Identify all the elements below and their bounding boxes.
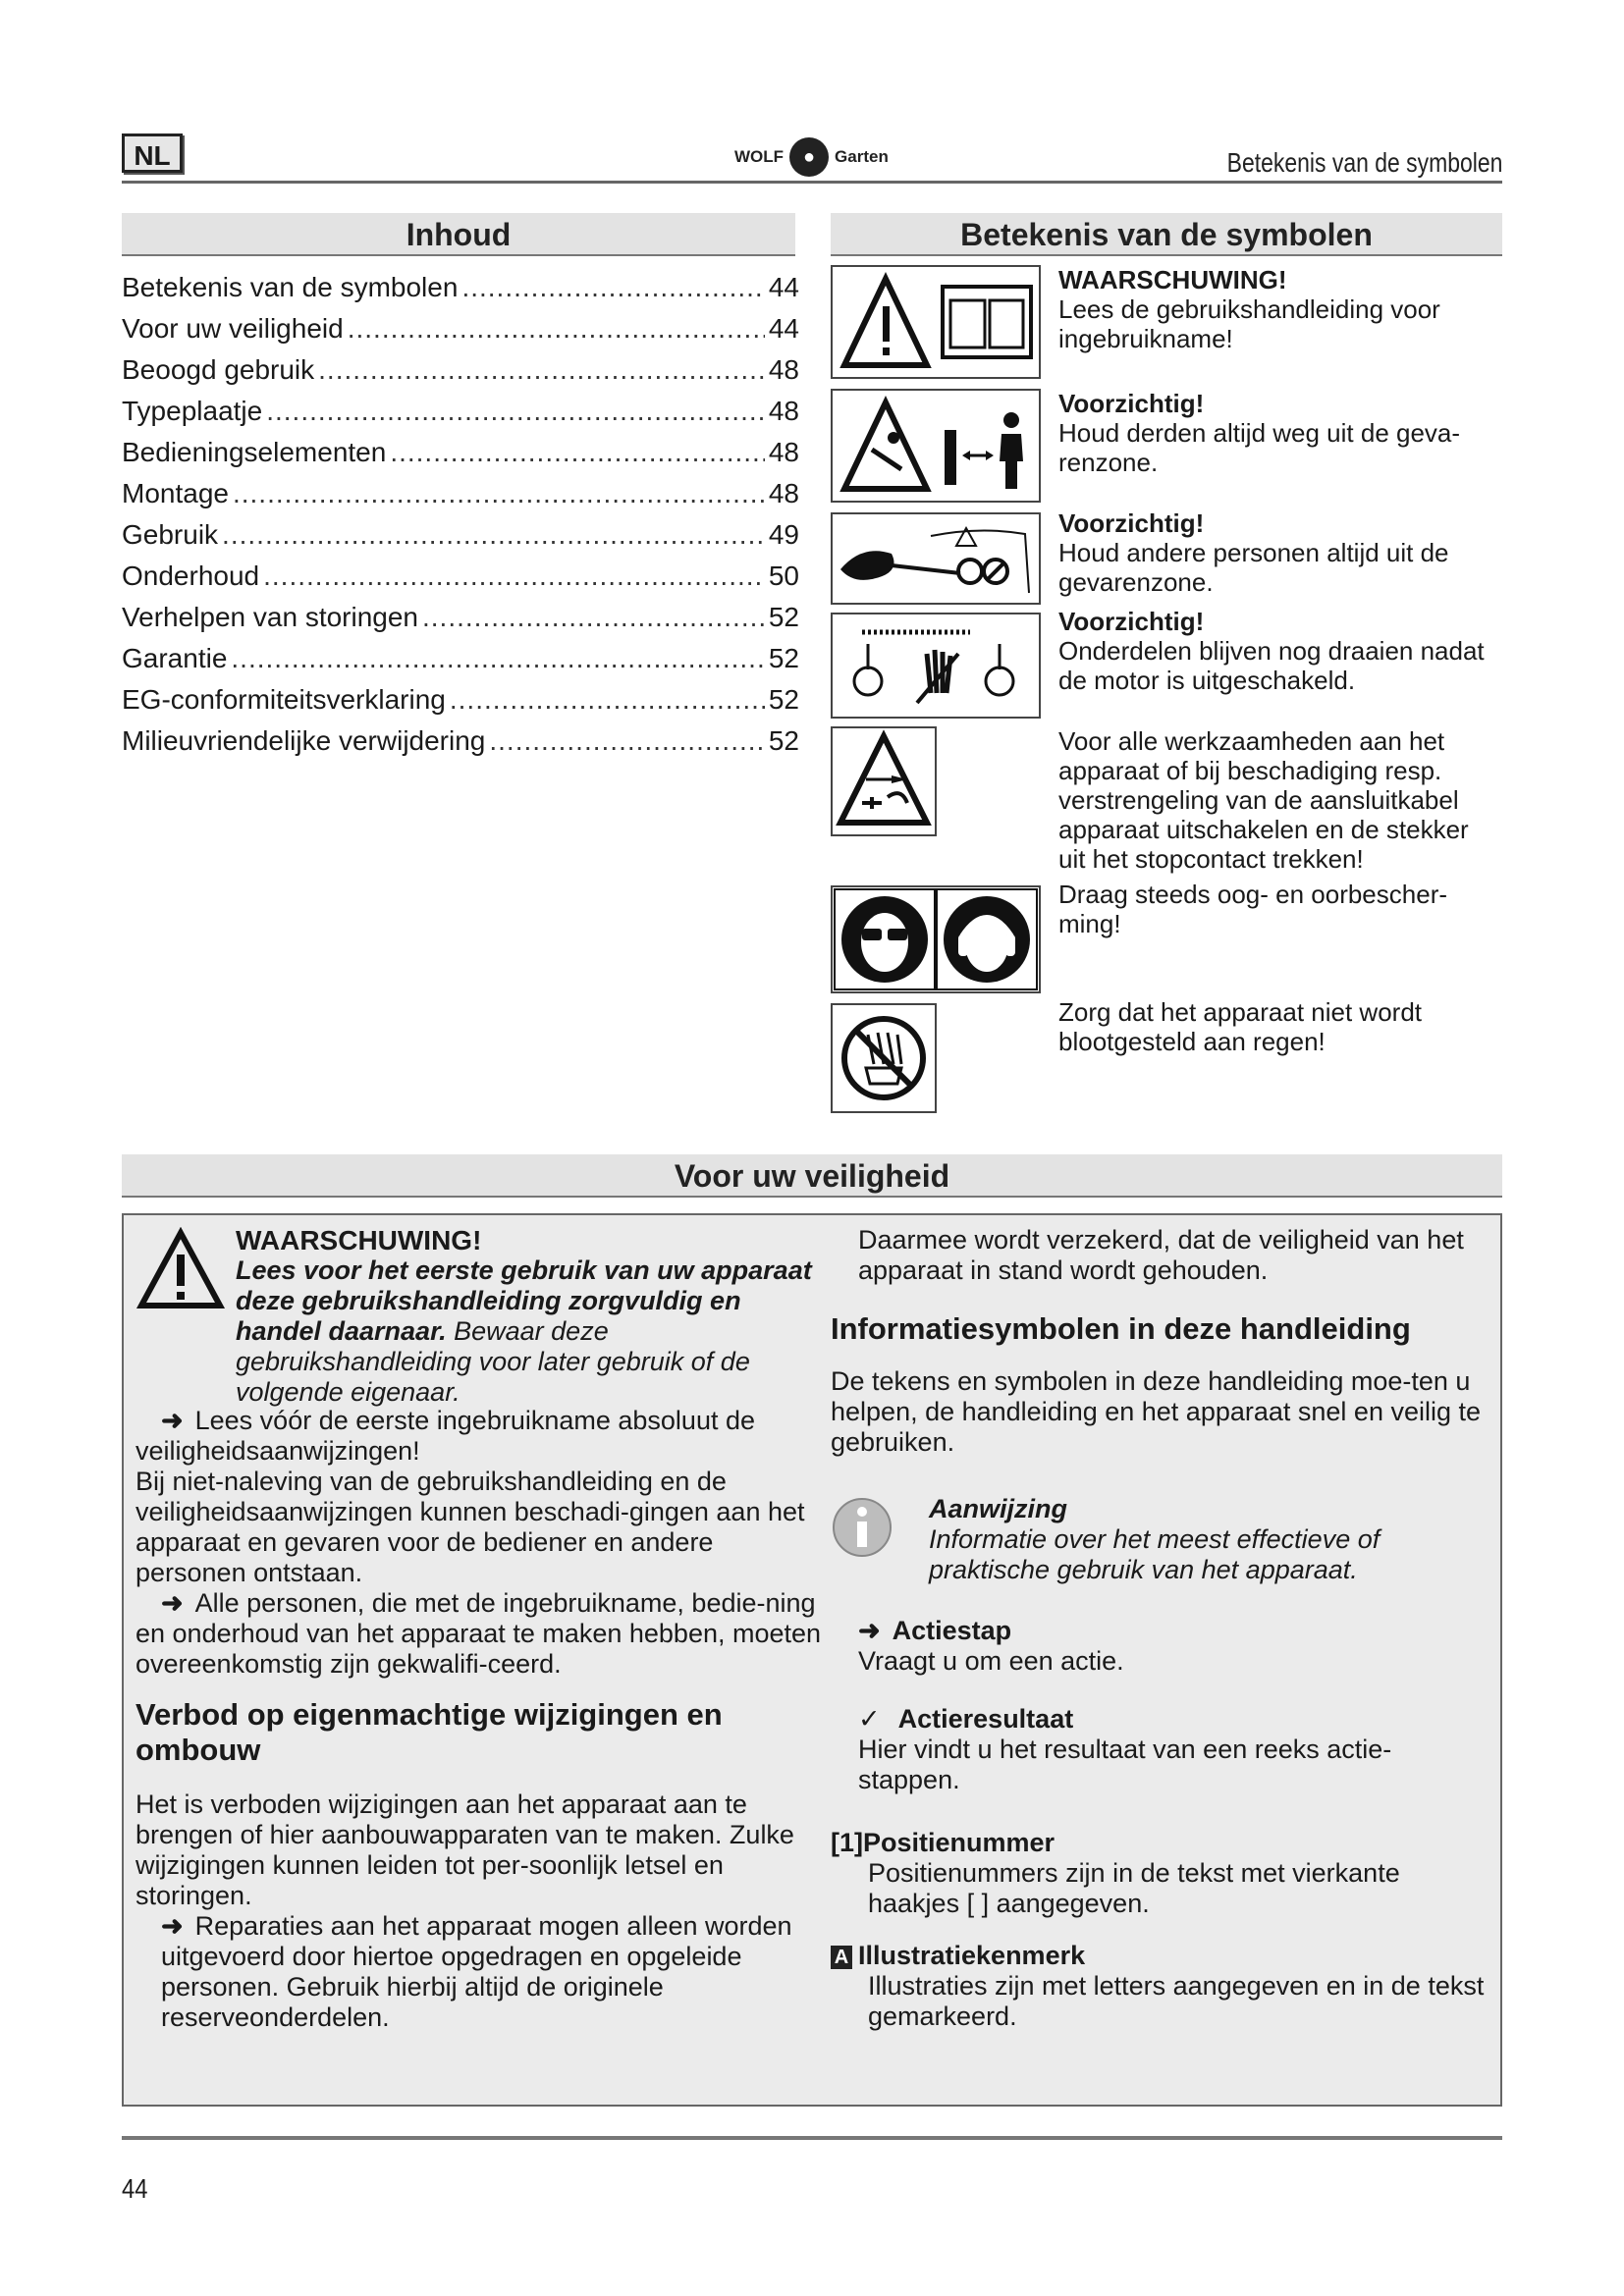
header-divider xyxy=(122,181,1502,184)
logo-text-wolf: WOLF xyxy=(734,147,785,166)
info-icon xyxy=(831,1496,893,1559)
toc-item[interactable]: Bedieningselementen ..... 48 xyxy=(122,432,799,473)
no-rain-icon xyxy=(831,1003,937,1113)
warning-block: WAARSCHUWING! Lees voor het eerste gebruik van uw apparaat deze gebruikshandleiding zorgvuldig en handel daarnaar. Bewaar deze gebruikshandleiding voor later gebruik of de volgende eigenaar. xyxy=(236,1225,812,1407)
check-icon: ✓ xyxy=(858,1704,881,1734)
toc-item[interactable]: Voor uw veiligheid ..... 44 xyxy=(122,308,799,349)
illustration-letter-icon: A xyxy=(831,1946,852,1969)
hint-block: Aanwijzing Informatie over het meest effectieve of praktische gebruik van het apparaat. xyxy=(929,1494,1380,1584)
eye-ear-protection-icon xyxy=(831,885,1041,993)
symbols-title: Betekenis van de symbolen xyxy=(831,213,1502,256)
arrow-icon: ➜ xyxy=(858,1616,881,1645)
toc-item[interactable]: Verhelpen van storingen ..... 52 xyxy=(122,597,799,638)
toc-item[interactable]: Milieuvriendelijke verwijdering ..... 52 xyxy=(122,721,799,762)
header-section-title: Betekenis van de symbolen xyxy=(1226,147,1502,178)
warning-triangle-icon xyxy=(135,1227,226,1311)
toc-item[interactable]: Gebruik ..... 49 xyxy=(122,514,799,556)
toc-item[interactable]: Betekenis van de symbolen ..... 44 xyxy=(122,267,799,308)
toc-item[interactable]: Montage ..... 48 xyxy=(122,473,799,514)
heading-info: Informatiesymbolen in deze handleiding xyxy=(831,1311,1411,1346)
toc-item[interactable]: Onderhoud ..... 50 xyxy=(122,556,799,597)
symbol-description: Voorzichtig! Onderdelen blijven nog draaien nadat de motor is uitgeschakeld. xyxy=(1058,607,1485,695)
logo-text-garten: Garten xyxy=(835,147,889,166)
page-number: 44 xyxy=(122,2173,148,2204)
right-body: Daarmee wordt verzekerd, dat de veiligheid van het apparaat in stand wordt gehouden. Informatiesymbolen in deze handleiding De tekens en symbolen in deze handleiding moe-ten u helpen, de handleiding en het apparaat snel en veilig te gebruiken. xyxy=(858,1225,1487,1458)
table-of-contents xyxy=(122,267,799,762)
wolf-head-icon: ● xyxy=(789,137,829,177)
arrow-icon: ➜ xyxy=(161,1588,184,1618)
symbol-description: Zorg dat het apparaat niet wordt blootgesteld aan regen! xyxy=(1058,997,1423,1056)
keep-distance-icon xyxy=(831,389,1041,503)
toc-item[interactable]: Beoogd gebruik ..... 48 xyxy=(122,349,799,391)
safety-title: Voor uw veiligheid xyxy=(122,1154,1502,1198)
toc-item[interactable]: Typeplaatje ..... 48 xyxy=(122,391,799,432)
symbol-description: Voorzichtig! Houd derden altijd weg uit de geva-renzone. xyxy=(1058,389,1461,477)
position-block: [1]Positienummer Positienummers zijn in de tekst met vierkante haakjes [ ] aangegeven. A Illustratiekenmerk Illustraties zijn met letters aangegeven en in de tekst gemarkeerd. xyxy=(831,1828,1485,2031)
rotating-parts-icon xyxy=(831,613,1041,719)
symbol-description: Draag steeds oog- en oorbescher-ming! xyxy=(1058,880,1448,938)
unplug-icon xyxy=(831,726,937,836)
symbol-description: Voorzichtig! Houd andere personen altijd uit de gevarenzone. xyxy=(1058,508,1449,597)
toc-item[interactable]: Garantie ..... 52 xyxy=(122,638,799,679)
arrow-icon: ➜ xyxy=(161,1911,184,1941)
language-badge: NL xyxy=(122,133,183,173)
symbol-description: Voor alle werkzaamheden aan het apparaat of bij beschadiging resp. verstrengeling van de aansluitkabel apparaat uitschakelen en de stekker uit het stopcontact trekken! xyxy=(1058,726,1469,874)
toc-title: Inhoud xyxy=(122,213,795,256)
footer-divider xyxy=(122,2136,1502,2140)
toc-item[interactable]: EG-conformiteitsverklaring ..... 52 xyxy=(122,679,799,721)
symbol-description: WAARSCHUWING! Lees de gebruikshandleiding voor ingebruikname! xyxy=(1058,265,1440,353)
arrow-icon: ➜ xyxy=(161,1406,184,1435)
brand-logo xyxy=(734,133,889,181)
warning-manual-icon xyxy=(831,265,1041,379)
action-block: ➜ Actiestap Vraagt u om een actie. ✓ Actieresultaat Hier vindt u het resultaat van een reeks actie-stappen. xyxy=(858,1616,1392,1794)
heading-verbod: Verbod op eigenmachtige wijzigingen en ombouw xyxy=(135,1697,723,1767)
left-body: ➜ Lees vóór de eerste ingebruikname absoluut de veiligheidsaanwijzingen! Bij niet-naleving van de gebruikshandleiding en de veiligheidsaanwijzingen kunnen beschadi-gingen aan het apparaat en gevaren voor de bediener en andere personen ontstaan. ➜ Alle personen, die met de ingebruikname, bedie-ning en onderhoud van het apparaat te maken hebben, moeten overeenkomstig zijn gekwalifi-ceerd. Verbod op eigenmachtige wijzigingen en ombouw Het is verboden wijzigingen aan het apparaat aan te brengen of hier aanbouwapparaten van te maken. Zulke wijzigingen kunnen leiden tot per-soonlijk letsel en storingen. ➜ Reparaties aan het apparaat mogen alleen worden uitgevoerd door hiertoe opgedragen en opgeleide personen. Gebruik hierbij altijd de originele reserveonderdelen. xyxy=(135,1406,822,2032)
trimmer-zone-icon xyxy=(831,512,1041,605)
